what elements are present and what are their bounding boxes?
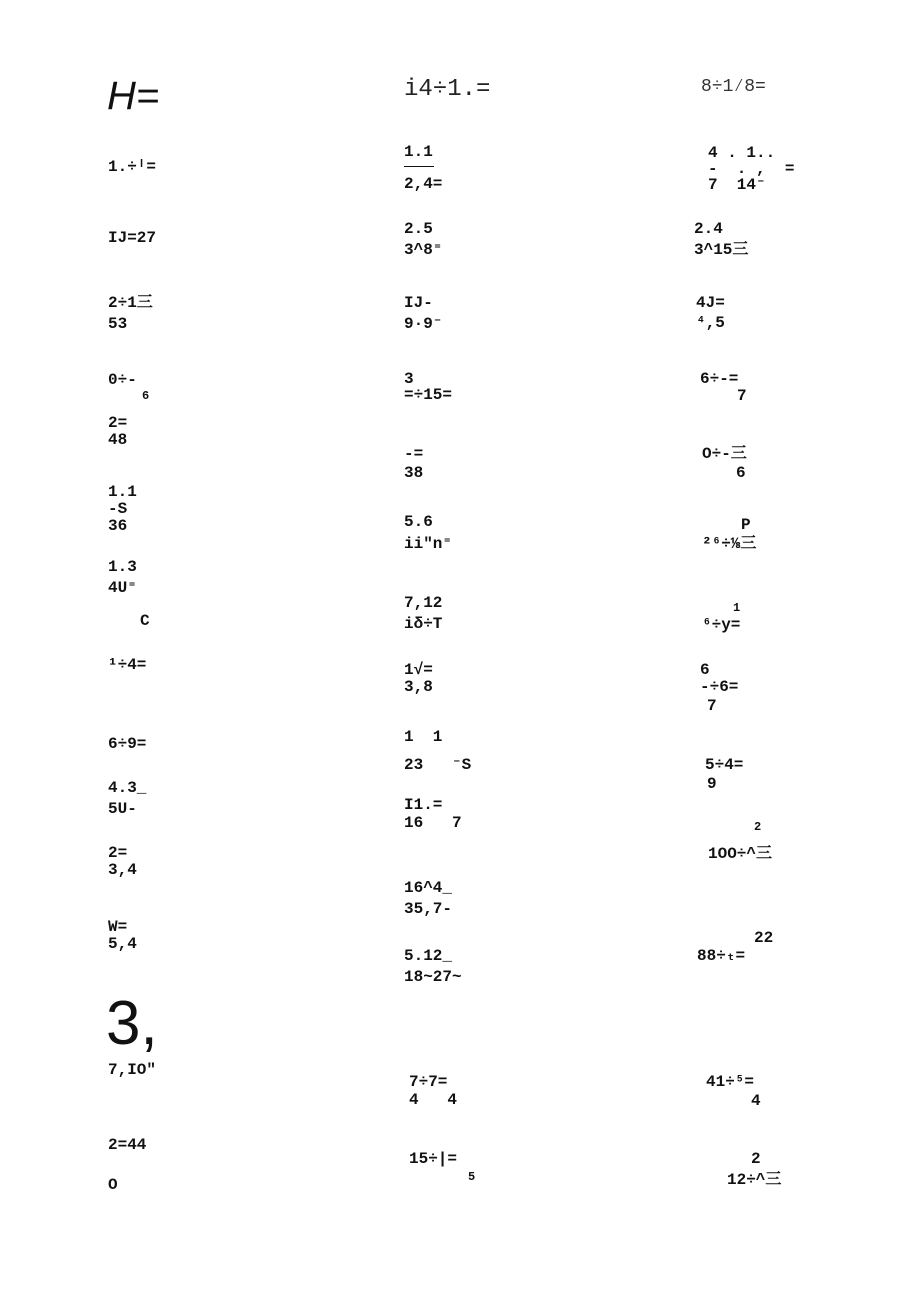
heading-h-equals: H= (107, 74, 160, 118)
problem-text: 5.6 (404, 513, 433, 531)
problem-text: 41÷⁵= (706, 1073, 755, 1091)
problem-text: 48 (108, 431, 128, 449)
problem-text: 7÷7= (409, 1073, 448, 1091)
problem-text: 1.3 (108, 558, 137, 576)
problem-text: 88÷ₜ= (697, 947, 746, 965)
problem-text: 22 (754, 929, 774, 947)
problem-text: iδ÷T (404, 615, 443, 633)
problem-text: 2 (751, 1150, 761, 1168)
problem-text: 3^8⁼ (404, 241, 443, 259)
problem-text: 16^4_ (404, 879, 453, 897)
problem-text: ⁴,5 (696, 314, 725, 332)
problem-text: O (108, 1176, 118, 1194)
big-three-label: 3, (106, 989, 158, 1058)
problem-text: 2.4 (694, 220, 723, 238)
problem-text: P (741, 516, 751, 534)
problem-text: - . , = (708, 160, 795, 178)
problem-text: 7 (707, 697, 717, 715)
problem-text: 53 (108, 315, 128, 333)
problem-text: -÷6= (700, 678, 739, 696)
problem-text: 16 7 (404, 814, 462, 832)
problem-text: W= (108, 918, 128, 936)
problem-text: 6 (736, 464, 746, 482)
problem-text: 36 (108, 517, 128, 535)
problem-text: 4 . 1.. (708, 144, 776, 162)
problem-text: 15÷|= (409, 1150, 458, 1168)
problem-text: 7,12 (404, 594, 443, 612)
problem-text: 1OO÷^三 (708, 845, 773, 863)
problem-text: 7 14⁻ (708, 176, 766, 194)
problem-text: 35,7- (404, 900, 453, 918)
problem-text: 1.1 (108, 483, 137, 501)
problem-text: 0÷- (108, 371, 137, 389)
problem-text: 5U- (108, 800, 137, 818)
problem-text: 5÷4= (705, 756, 744, 774)
problem-text: 4J= (696, 294, 725, 312)
problem-text: 9·9⁻ (404, 315, 443, 333)
problem-text: 6÷9= (108, 735, 147, 753)
problem-text: 2 (754, 820, 762, 834)
problem-text: 38 (404, 464, 424, 482)
problem-text: 2= (108, 414, 128, 432)
heading-division-line: i4÷1.= (404, 76, 491, 103)
problem-text: O÷-三 (702, 445, 747, 463)
problem-text: 5 (468, 1170, 476, 1184)
problem-text: 3,4 (108, 861, 137, 879)
problem-text: 18~27~ (404, 968, 462, 986)
problem-text: 2= (108, 844, 128, 862)
problem-text: ii"n⁼ (404, 535, 453, 553)
problem-text: C (140, 612, 150, 630)
problem-text: 9 (707, 775, 717, 793)
problem-text: 4U⁼ (108, 579, 137, 597)
problem-text: 5,4 (108, 935, 137, 953)
problem-text: IJ=27 (108, 229, 157, 247)
problem-text: 2,4= (404, 175, 443, 193)
problem-text: 1 (733, 601, 741, 615)
problem-text: 6 (142, 389, 150, 403)
problem-text: 7,IO" (108, 1061, 157, 1079)
problem-text: 23 ⁻S (404, 756, 472, 774)
problem-text: ¹÷4= (108, 656, 147, 674)
problem-text: =÷15= (404, 386, 453, 404)
heading-division-line: 8÷1⁄8= (701, 77, 766, 97)
problem-text: -= (404, 445, 424, 463)
problem-text: 12÷^三 (727, 1171, 782, 1189)
problem-text: 4 4 (409, 1091, 458, 1109)
problem-text: I1.= (404, 796, 443, 814)
problem-text: 3^15三 (694, 241, 749, 259)
fraction-bar (404, 166, 434, 167)
problem-text: 5.12_ (404, 947, 453, 965)
problem-text: IJ- (404, 294, 433, 312)
problem-text: 6 (700, 661, 710, 679)
problem-text: ²⁶÷⅛三 (702, 535, 757, 553)
problem-text: 1.1 (404, 143, 433, 161)
problem-text: 2÷1三 (108, 294, 153, 312)
problem-text: 1.÷ˡ= (108, 158, 157, 176)
problem-text: 7 (737, 387, 747, 405)
problem-text: ⁶÷y= (702, 616, 741, 634)
problem-text: 2.5 (404, 220, 433, 238)
problem-text: 1√= (404, 661, 433, 679)
problem-text: 4.3_ (108, 779, 147, 797)
problem-text: 6÷-= (700, 370, 739, 388)
problem-text: -S (108, 500, 128, 518)
problem-text: 3,8 (404, 678, 433, 696)
problem-text: 4 (751, 1092, 761, 1110)
problem-text: 2=44 (108, 1136, 147, 1154)
problem-text: 3 (404, 370, 414, 388)
problem-text: 1 1 (404, 728, 443, 746)
